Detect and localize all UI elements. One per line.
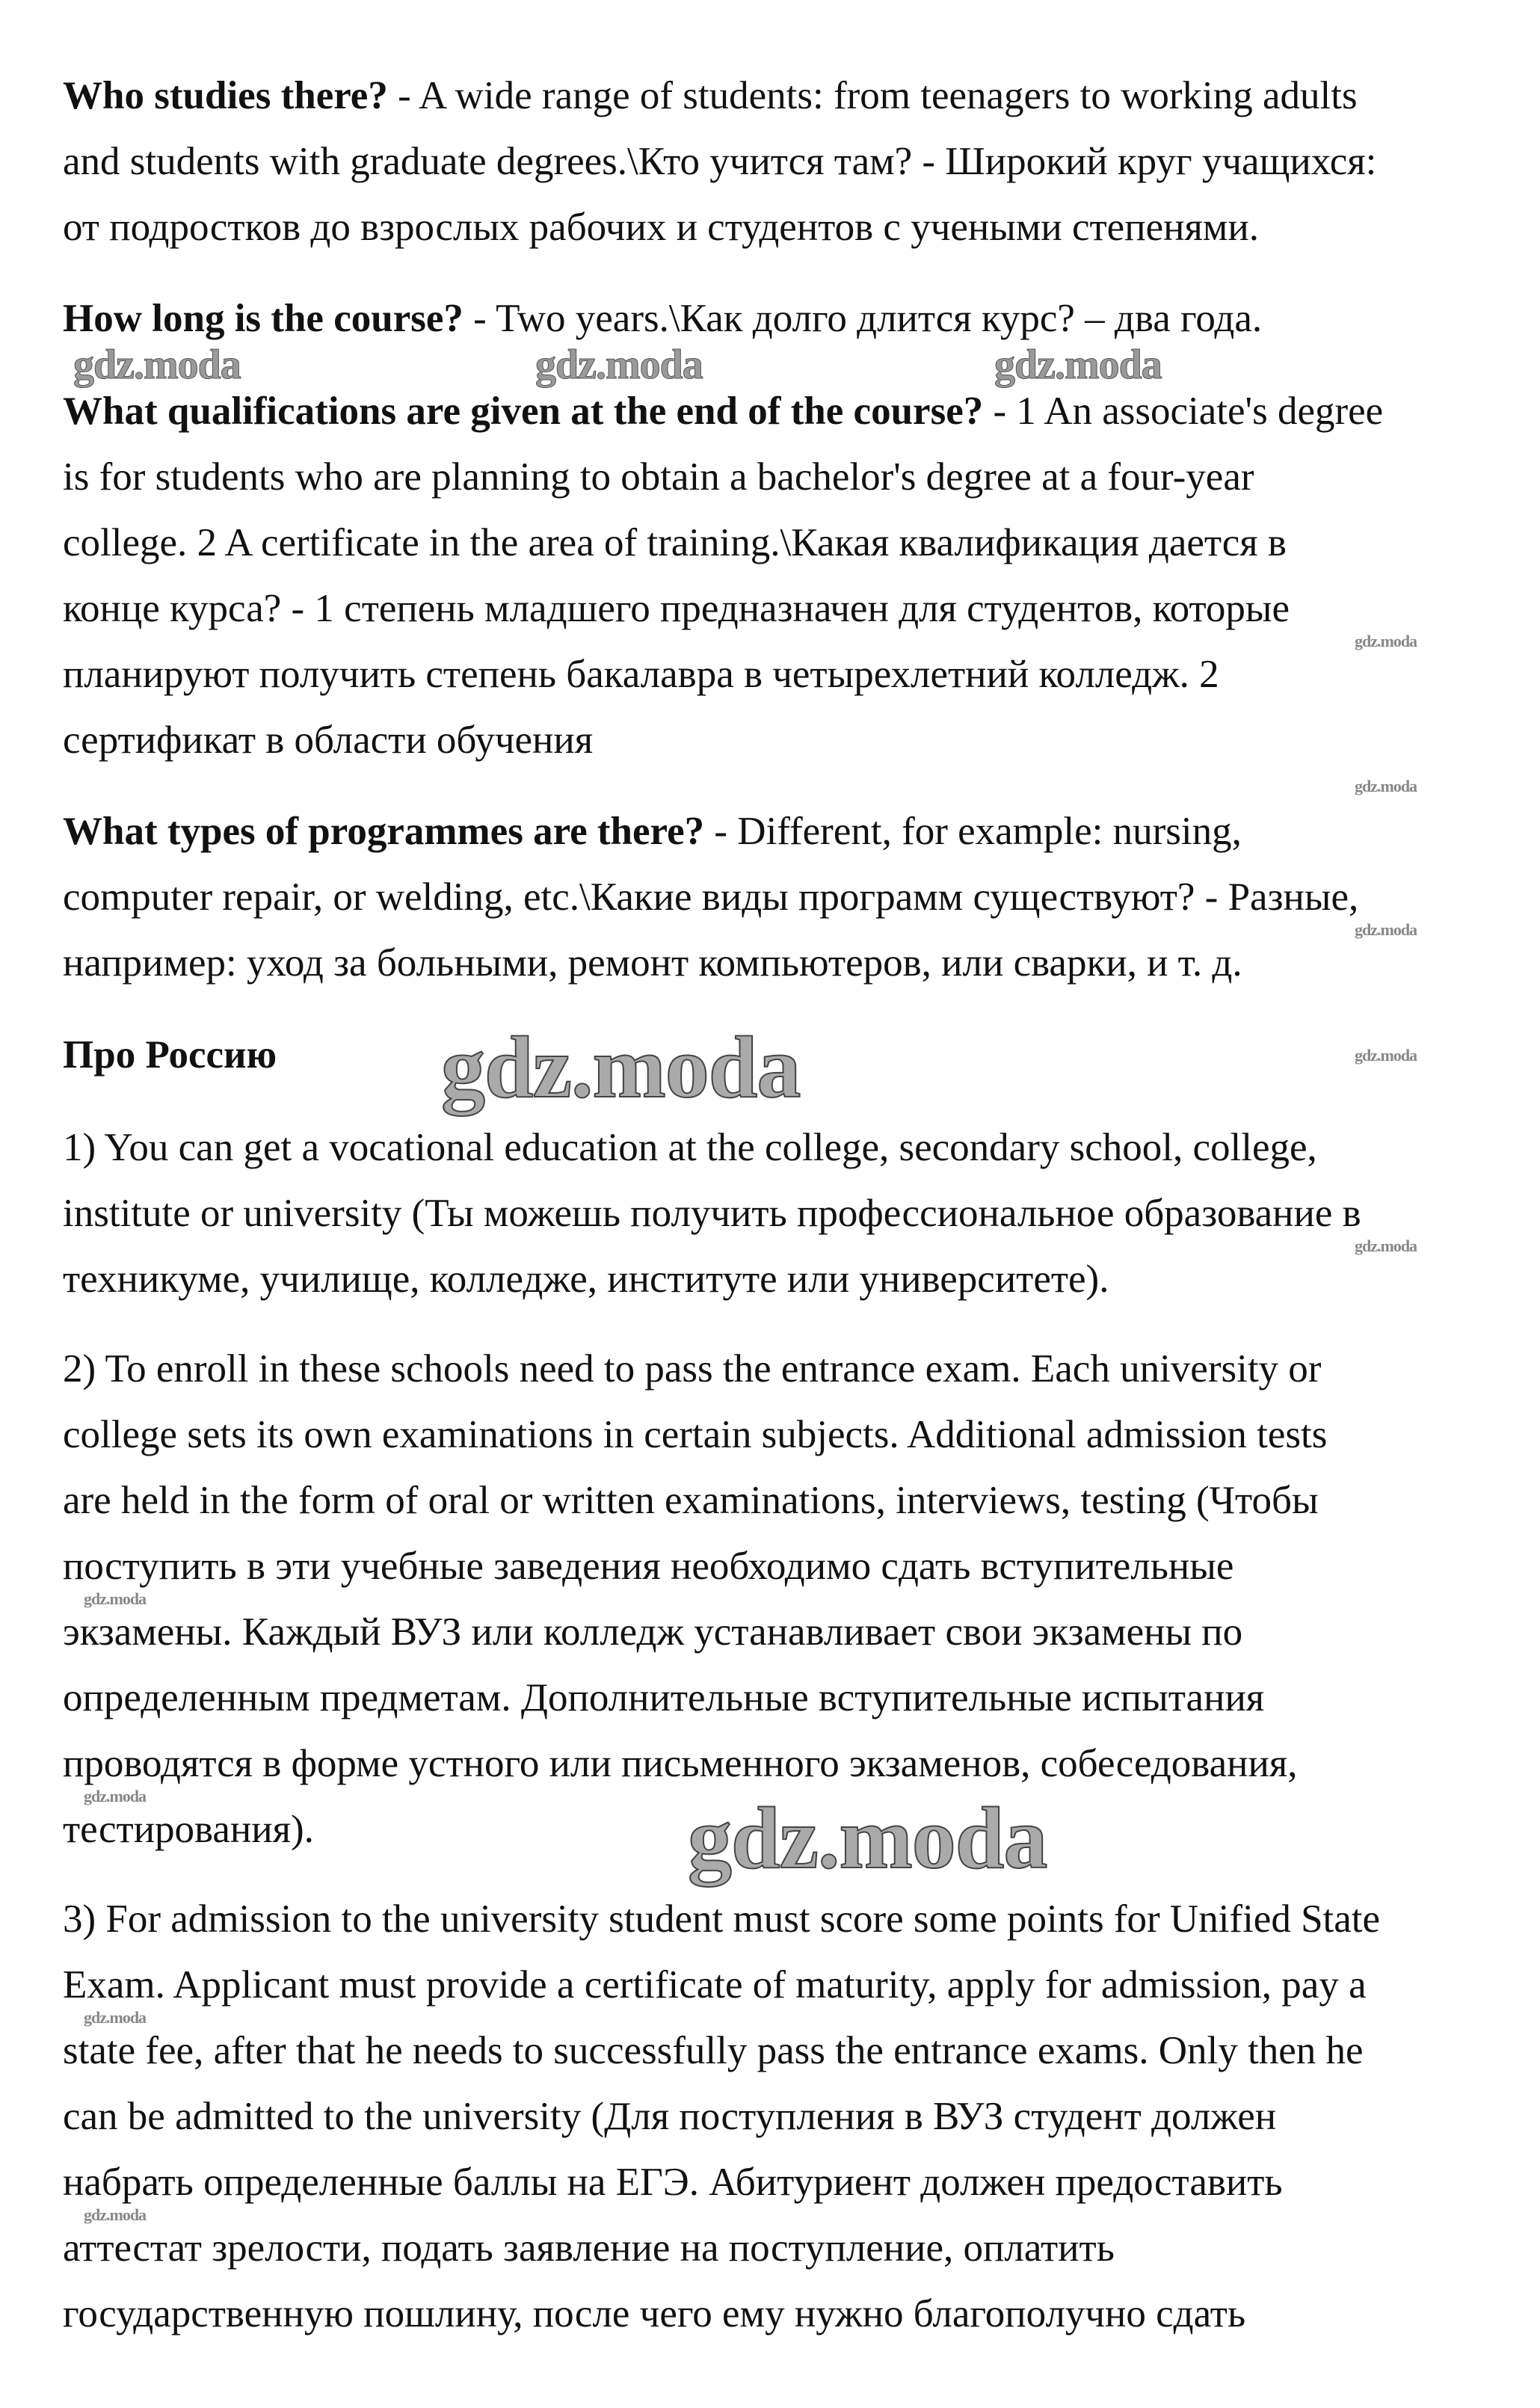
watermark: gdz.moda bbox=[441, 1018, 801, 1116]
question-label: What qualifications are given at the end of the course? bbox=[63, 389, 984, 433]
text-line bbox=[63, 1476, 1319, 1524]
text-line bbox=[63, 519, 1287, 567]
answer-text: - Different, for example: nursing, bbox=[704, 810, 1242, 853]
answer-text: например: уход за больными, ремонт компьютеров, или сварки, и т. д. bbox=[63, 941, 1242, 985]
answer-text: аттестат зрелости, подать заявление на поступление, оплатить bbox=[63, 2226, 1115, 2270]
text-line bbox=[63, 2027, 1364, 2075]
answer-text: 3) For admission to the university student must score some points for Unified State bbox=[63, 1897, 1381, 1941]
answer-text: - Two years.\Как долго длится курс? – два года. bbox=[463, 297, 1263, 340]
answer-text: конце курса? - 1 степень младшего предназначен для студентов, которые bbox=[63, 587, 1290, 630]
question-label: Про Россию bbox=[63, 1033, 277, 1077]
text-line bbox=[63, 1674, 1264, 1722]
text-line bbox=[63, 453, 1254, 501]
text-line bbox=[63, 939, 1242, 987]
text-line bbox=[63, 1542, 1233, 1590]
paragraph bbox=[63, 286, 1528, 360]
question-label: How long is the course? bbox=[63, 297, 463, 340]
watermark: gdz.moda bbox=[1355, 632, 1417, 650]
text-line bbox=[63, 650, 1219, 698]
watermark: gdz.moda bbox=[84, 1589, 147, 1608]
watermark: gdz.moda bbox=[1355, 1046, 1417, 1065]
text-line bbox=[63, 873, 1358, 921]
text-line bbox=[63, 1740, 1297, 1787]
answer-text: computer repair, or welding, etc.\Какие виды программ существуют? - Разные, bbox=[63, 875, 1359, 919]
text-line bbox=[63, 72, 1358, 120]
paragraph bbox=[63, 1115, 1528, 1321]
text-line bbox=[63, 1805, 314, 1853]
watermark: gdz.moda bbox=[84, 2205, 147, 2224]
answer-text: государственную пошлину, после чего ему нужно благополучно сдать bbox=[63, 2292, 1246, 2335]
answer-text: техникуме, училище, колледже, институте или университете). bbox=[63, 1257, 1109, 1301]
text-line bbox=[63, 1961, 1367, 2009]
text-line bbox=[63, 203, 1259, 251]
text-line bbox=[63, 585, 1290, 632]
answer-text: проводятся в форме устного или письменного экзаменов, собеседования, bbox=[63, 1742, 1298, 1785]
watermark: gdz.moda bbox=[535, 342, 703, 388]
question-label: What types of programmes are there? bbox=[63, 810, 705, 853]
watermark: gdz.moda bbox=[73, 342, 241, 388]
text-line bbox=[63, 1608, 1242, 1656]
watermark: gdz.moda bbox=[688, 1789, 1047, 1887]
text-line bbox=[63, 1345, 1321, 1393]
answer-text: определенным предметам. Дополнительные вступительные испытания bbox=[63, 1676, 1265, 1719]
paragraph bbox=[63, 1886, 1528, 2356]
answer-text: college. 2 A certificate in the area of training.\Какая квалификация дается в bbox=[63, 521, 1287, 564]
answer-text: are held in the form of oral or written examinations, interviews, testing (Чтобы bbox=[63, 1479, 1319, 1522]
text-line bbox=[63, 295, 1262, 342]
question-label: Who studies there? bbox=[63, 74, 388, 117]
watermark: gdz.moda bbox=[84, 2008, 147, 2027]
answer-text: - A wide range of students: from teenagers to working adults bbox=[387, 74, 1358, 117]
text-line bbox=[63, 2224, 1115, 2272]
answer-text: экзамены. Каждый ВУЗ или колледж устанавливает свои экзамены по bbox=[63, 1610, 1243, 1654]
paragraph bbox=[63, 63, 1528, 269]
text-line bbox=[63, 716, 593, 764]
text-line bbox=[63, 1895, 1380, 1943]
text-line bbox=[63, 1031, 277, 1079]
watermark: gdz.moda bbox=[1355, 1237, 1417, 1255]
text-line bbox=[63, 2158, 1283, 2206]
watermark: gdz.moda bbox=[84, 1787, 147, 1805]
answer-text: is for students who are planning to obtain a bachelor's degree at a four-year bbox=[63, 455, 1254, 499]
answer-text: institute or university (Ты можешь получить профессиональное образование в bbox=[63, 1192, 1361, 1235]
answer-text: планируют получить степень бакалавра в четырехлетний колледж. 2 bbox=[63, 653, 1219, 696]
answer-text: can be admitted to the university (Для поступления в ВУЗ студент должен bbox=[63, 2095, 1277, 2138]
answer-text: and students with graduate degrees.\Кто учится там? - Широкий круг учащихся: bbox=[63, 140, 1377, 183]
text-line bbox=[63, 807, 1242, 855]
paragraph bbox=[63, 378, 1528, 782]
text-line bbox=[63, 138, 1376, 185]
answer-text: тестирования). bbox=[63, 1808, 314, 1851]
answer-text: 1) You can get a vocational education at the college, secondary school, college, bbox=[63, 1126, 1317, 1169]
answer-text: сертификат в области обучения bbox=[63, 718, 594, 762]
watermark: gdz.moda bbox=[1355, 777, 1417, 795]
answer-text: от подростков до взрослых рабочих и студентов с учеными степенями. bbox=[63, 206, 1259, 249]
answer-text: state fee, after that he needs to successfully pass the entrance exams. Only then he bbox=[63, 2029, 1364, 2072]
text-line bbox=[63, 1189, 1361, 1237]
watermark: gdz.moda bbox=[1355, 920, 1417, 939]
text-line bbox=[63, 1124, 1317, 1171]
answer-text: Exam. Applicant must provide a certificate of maturity, apply for admission, pay a bbox=[63, 1963, 1367, 2007]
text-line bbox=[63, 1411, 1327, 1459]
answer-text: поступить в эти учебные заведения необходимо сдать вступительные bbox=[63, 1545, 1234, 1588]
answer-text: набрать определенные баллы на ЕГЭ. Абитуриент должен предоставить bbox=[63, 2161, 1283, 2204]
watermark: gdz.moda bbox=[994, 342, 1162, 388]
text-line bbox=[63, 1255, 1109, 1303]
answer-text: - 1 An associate's degree bbox=[983, 389, 1384, 433]
text-line bbox=[63, 2093, 1276, 2140]
answer-text: 2) To enroll in these schools need to pass the entrance exam. Each university or bbox=[63, 1347, 1322, 1391]
text-line bbox=[63, 2290, 1245, 2338]
text-line bbox=[63, 387, 1383, 435]
answer-text: college sets its own examinations in certain subjects. Additional admission tests bbox=[63, 1413, 1328, 1456]
paragraph bbox=[63, 798, 1528, 1005]
